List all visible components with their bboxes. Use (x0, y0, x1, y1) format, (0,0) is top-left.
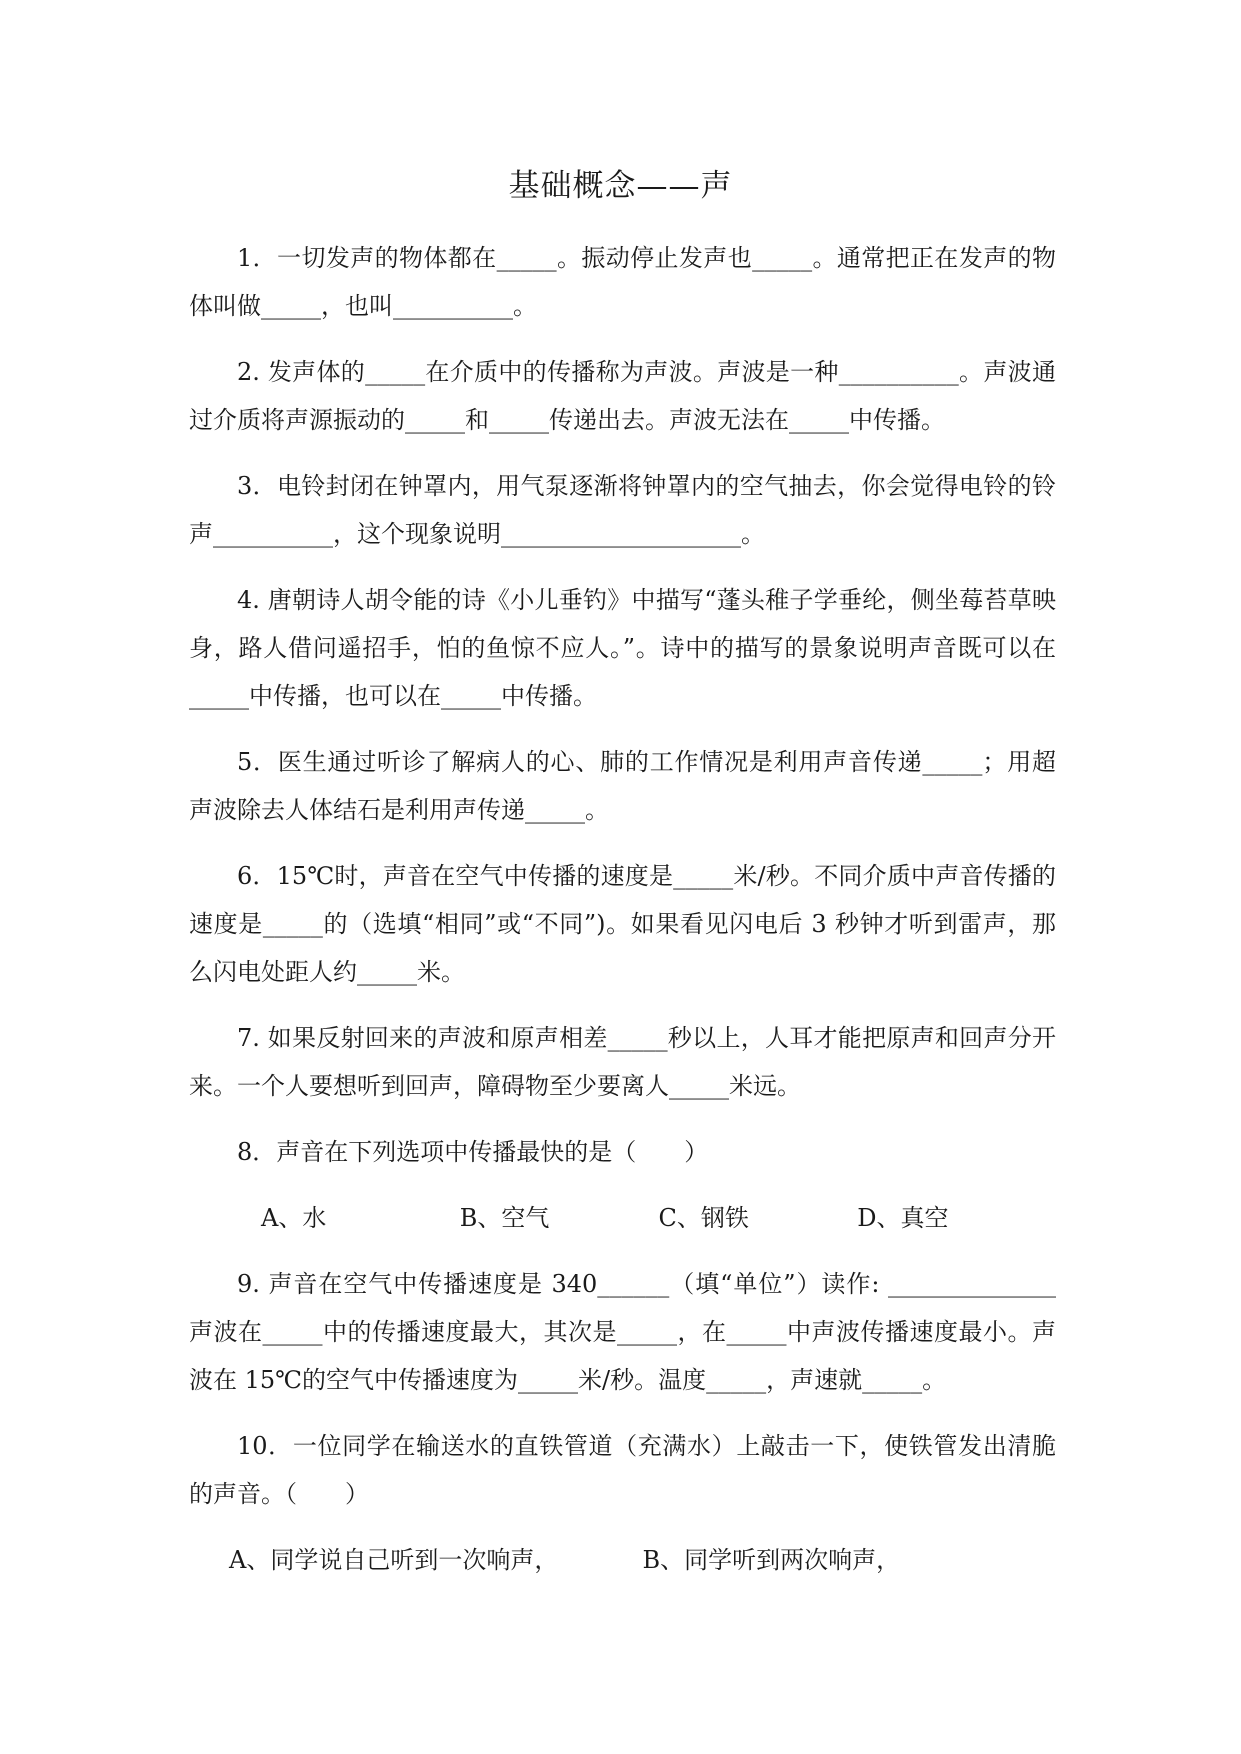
question-8-options (189, 1194, 1056, 1242)
question-9: 9. 声音在空气中传播速度是 340______（填“单位”）读作: ______________声波在_____中的传播速度最大，其次是_____，在_____中声波传播速度最小。声波在 15℃的空气中传播速度为_____米/秒。温度_____，声速就_____。 (189, 1270, 1056, 1394)
question-5: 5．医生通过听诊了解病人的心、肺的工作情况是利用声音传递_____；用超声波除去人体结石是利用声传递_____。 (189, 748, 1056, 824)
question-1: 1．一切发声的物体都在_____。振动停止发声也_____。通常把正在发声的物体叫做_____，也叫__________。 (189, 244, 1056, 320)
page-title: 基础概念——声 (508, 168, 733, 204)
option-a: A、水 (261, 1204, 327, 1232)
question-10: 10．一位同学在输送水的直铁管道（充满水）上敲击一下，使铁管发出清脆的声音。（ ） (189, 1432, 1056, 1508)
question-4: 4. 唐朝诗人胡令能的诗《小儿垂钓》中描写“蓬头稚子学垂纶，侧坐莓苔草映身，路人借问遥招手，怕的鱼惊不应人。”。诗中的描写的景象说明声音既可以在_____中传播，也可以在_____中传播。 (189, 586, 1056, 710)
option-b: B、同学听到两次响声， (642, 1546, 901, 1574)
question-2: 2. 发声体的_____在介质中的传播称为声波。声波是一种__________。声波通过介质将声源振动的_____和_____传递出去。声波无法在_____中传播。 (189, 358, 1056, 434)
question-6: 6．15℃时，声音在空气中传播的速度是_____米/秒。不同介质中声音传播的速度是_____的（选填“相同”或“不同”)。如果看见闪电后 3 秒钟才听到雷声，那么闪电处距人约_____米。 (189, 862, 1056, 986)
option-b: B、空气 (459, 1204, 550, 1232)
option-a: A、同学说自己听到一次响声， (229, 1546, 559, 1574)
question-8: 8．声音在下列选项中传播最快的是（ ） (237, 1138, 709, 1166)
question-10-options (189, 1536, 1056, 1584)
option-d: D、真空 (857, 1204, 949, 1232)
question-7: 7. 如果反射回来的声波和原声相差_____秒以上，人耳才能把原声和回声分开来。一个人要想听到回声，障碍物至少要离人_____米远。 (189, 1024, 1056, 1100)
option-c: C、钢铁 (658, 1204, 749, 1232)
question-3: 3．电铃封闭在钟罩内，用气泵逐渐将钟罩内的空气抽去，你会觉得电铃的铃声__________，这个现象说明____________________。 (189, 472, 1056, 548)
question-list (189, 234, 1056, 1602)
